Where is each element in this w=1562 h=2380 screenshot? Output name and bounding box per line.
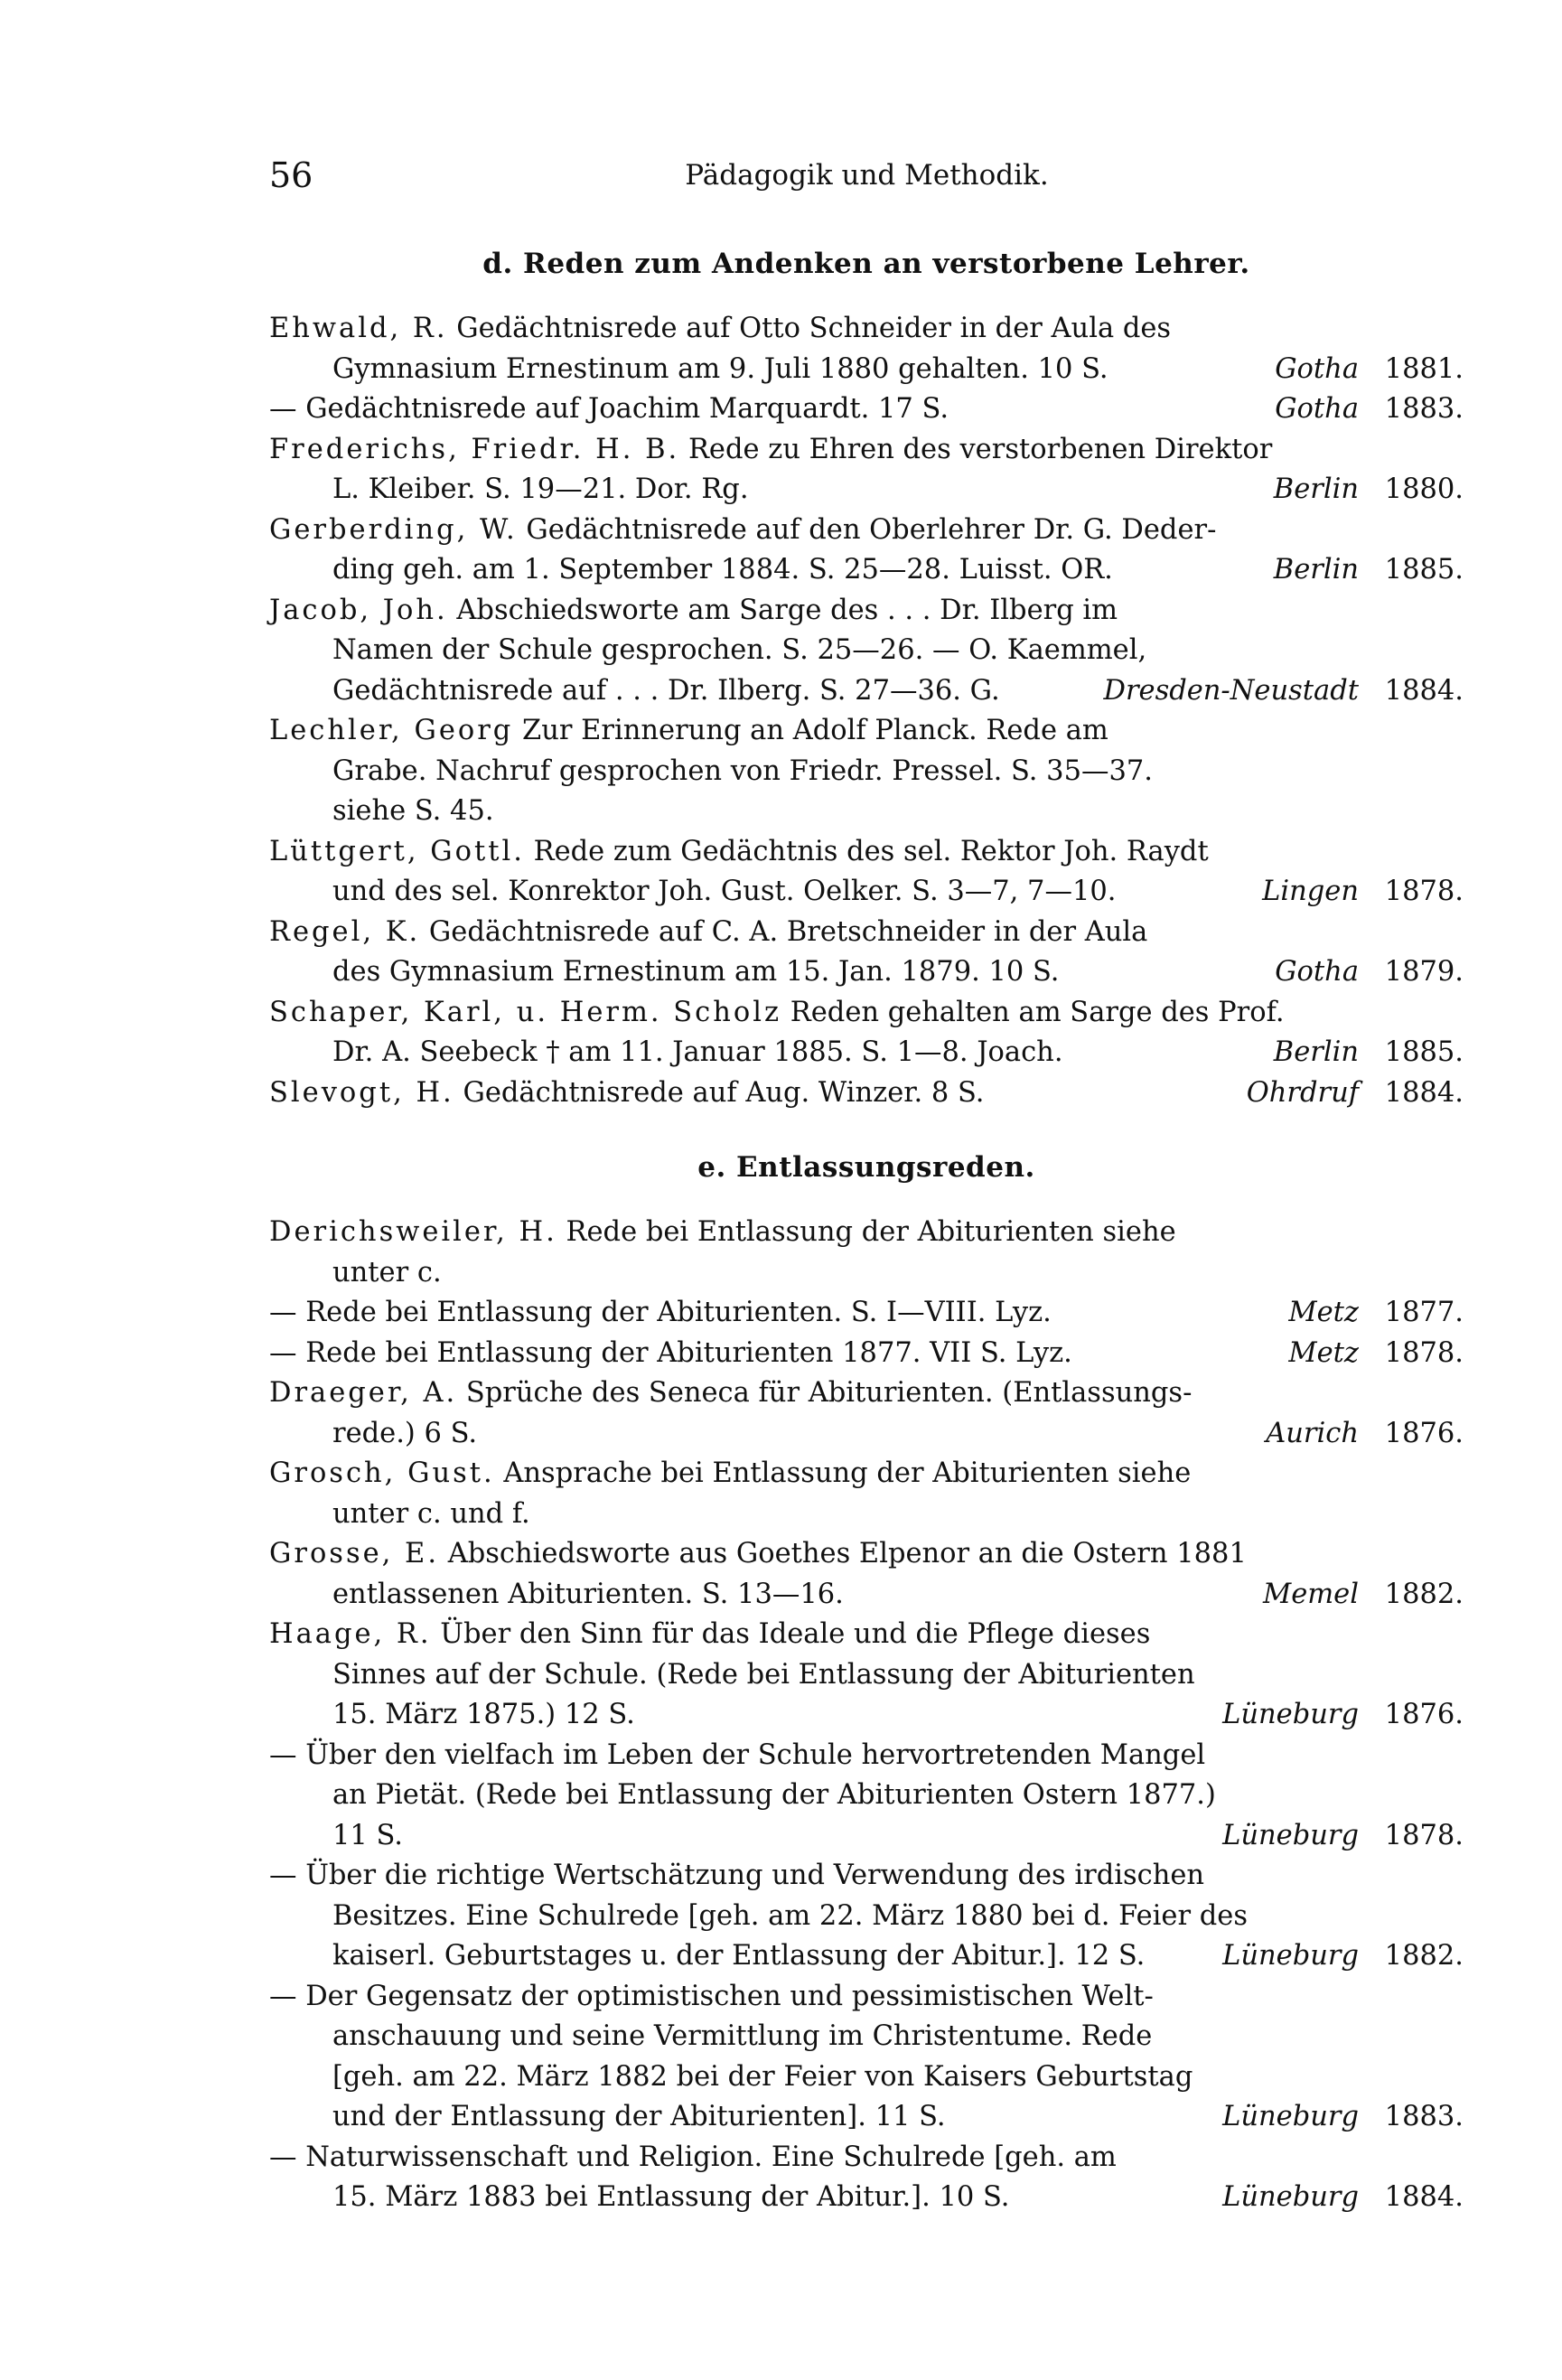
bibliography-entry: [269, 1073, 1464, 1114]
bibliography-entry: [269, 1977, 1464, 2138]
entry-line: [269, 872, 1464, 913]
entry-line: [269, 389, 1464, 430]
entry-author: Jacob, Joh.: [269, 594, 448, 626]
entry-line: [269, 752, 1464, 792]
entry-line: [269, 2178, 1464, 2218]
entry-text: rede.) 6 S.: [332, 1417, 478, 1449]
entry-line: [269, 511, 1464, 551]
entry-text: [geh. am 22. März 1882 bei der Feier von Kaisers Geburtstag: [332, 2060, 1193, 2093]
entry-line: [269, 1575, 1464, 1616]
entry-place: Dresden-Neustadt: [1103, 674, 1359, 707]
entry-place: Lüneburg: [1222, 1940, 1359, 1972]
entry-line: [269, 1936, 1464, 1977]
entry-year: 1877.: [1384, 1297, 1464, 1328]
bibliography-entry: [269, 2138, 1464, 2218]
entry-year: 1883.: [1384, 393, 1464, 425]
entry-line: [269, 711, 1464, 752]
entry-line: [269, 1334, 1464, 1374]
entry-line: [269, 350, 1464, 390]
entry-year: 1878.: [1384, 1819, 1464, 1851]
entry-author: Schaper, Karl, u. Herm. Scholz: [269, 996, 782, 1028]
entry-text: ding geh. am 1. September 1884. S. 25—28. Luisst. OR.: [332, 554, 1113, 586]
entry-text: — Naturwissenschaft und Religion. Eine Schulrede [geh. am: [269, 2141, 1117, 2173]
entry-text: Besitzes. Eine Schulrede [geh. am 22. März 1880 bei d. Feier des: [332, 1899, 1248, 1932]
entry-text: — Über die richtige Wertschätzung und Verwendung des irdischen: [269, 1860, 1205, 1891]
entry-line: [269, 1977, 1464, 2018]
entry-line: [269, 1073, 1464, 1114]
entry-author: Lüttgert, Gottl.: [269, 835, 525, 867]
entry-text: Gedächtnisrede auf Otto Schneider in der Aula des: [456, 313, 1172, 344]
bibliography-entry: [269, 1454, 1464, 1534]
entry-line: [269, 591, 1464, 632]
entry-place: Metz: [1288, 1336, 1359, 1369]
entry-year: 1884.: [1384, 2181, 1464, 2213]
entry-line: [269, 2097, 1464, 2138]
entry-text: Über den Sinn für das Ideale und die Pflege dieses: [440, 1618, 1151, 1650]
running-title: Pädagogik und Methodik.: [685, 159, 1049, 192]
entry-text: 15. März 1883 bei Entlassung der Abitur.]. 10 S.: [332, 2181, 1010, 2213]
entry-text: an Pietät. (Rede bei Entlassung der Abiturienten Ostern 1877.): [332, 1779, 1216, 1811]
entry-text: entlassenen Abiturienten. S. 13—16.: [332, 1578, 844, 1610]
page-header: [269, 155, 1464, 199]
entry-year: 1885.: [1384, 1036, 1464, 1068]
entry-line: [269, 1033, 1464, 1073]
entry-text: Sinnes auf der Schule. (Rede bei Entlassung der Abiturienten: [332, 1658, 1195, 1691]
bibliography-entry: [269, 1736, 1464, 1857]
section-title: e. Entlassungsreden.: [697, 1151, 1035, 1184]
entry-text: — Rede bei Entlassung der Abiturienten 1877. VII S. Lyz.: [269, 1336, 1072, 1369]
entry-text: des Gymnasium Ernestinum am 15. Jan. 1879. 10 S.: [332, 956, 1060, 988]
entry-line: [269, 1695, 1464, 1736]
entry-line: [269, 1495, 1464, 1535]
entry-text: Gedächtnisrede auf . . . Dr. Ilberg. S. 27—36. G.: [332, 674, 1000, 707]
bibliography-entry: [269, 430, 1464, 511]
entry-text: unter c.: [332, 1256, 442, 1288]
entry-text: L. Kleiber. S. 19—21. Dor. Rg.: [332, 473, 749, 505]
entry-line: [269, 1213, 1464, 1253]
entry-line: [269, 1897, 1464, 1937]
bibliography-entry: [269, 1856, 1464, 1977]
entry-author: Ehwald, R.: [269, 313, 448, 344]
entry-text: — Der Gegensatz der optimistischen und pessimistischen Welt-: [269, 1980, 1154, 2012]
entry-text: Dr. A. Seebeck † am 11. Januar 1885. S. 1—8. Joach.: [332, 1036, 1063, 1068]
entry-place: Memel: [1262, 1578, 1359, 1610]
entry-text: Zur Erinnerung an Adolf Planck. Rede am: [522, 715, 1108, 746]
entry-line: [269, 671, 1464, 712]
bibliography-entry: [269, 913, 1464, 993]
entry-line: [269, 1373, 1464, 1414]
entry-year: 1883.: [1384, 2101, 1464, 2132]
bibliography-entry: [269, 511, 1464, 591]
entry-line: [269, 631, 1464, 671]
entry-year: 1884.: [1384, 674, 1464, 707]
entry-place: Aurich: [1266, 1417, 1359, 1449]
entry-line: [269, 2017, 1464, 2057]
entry-text: Abschiedsworte am Sarge des . . . Dr. Ilberg im: [456, 594, 1118, 626]
entry-place: Gotha: [1275, 393, 1359, 425]
bibliography-entry: [269, 711, 1464, 832]
entry-place: Lüneburg: [1222, 2181, 1359, 2213]
entry-text: 15. März 1875.) 12 S.: [332, 1699, 635, 1730]
entry-text: Sprüche des Seneca für Abiturienten. (Entlassungs-: [465, 1377, 1193, 1409]
entry-text: Abschiedsworte aus Goethes Elpenor an die Ostern 1881: [447, 1538, 1247, 1569]
entry-line: [269, 1816, 1464, 1857]
entry-place: Berlin: [1273, 554, 1359, 586]
bibliography-entry: [269, 1213, 1464, 1293]
entry-text: Rede zu Ehren des verstorbenen Direktor: [687, 433, 1273, 465]
entry-line: [269, 1414, 1464, 1455]
bibliography-entry: [269, 1373, 1464, 1454]
entry-place: Lüneburg: [1222, 1819, 1359, 1851]
entry-line: [269, 1856, 1464, 1897]
bibliography-entry: [269, 832, 1464, 913]
entry-text: siehe S. 45.: [332, 795, 494, 827]
entry-line: [269, 792, 1464, 832]
page-number: 56: [269, 155, 313, 195]
bibliography-entry: [269, 309, 1464, 389]
entry-year: 1881.: [1384, 352, 1464, 385]
entry-place: Metz: [1288, 1297, 1359, 1328]
entry-text: Reden gehalten am Sarge des Prof.: [790, 996, 1285, 1028]
entry-place: Lüneburg: [1222, 1699, 1359, 1730]
entry-place: Berlin: [1273, 1036, 1359, 1068]
entry-author: Gerberding, W.: [269, 513, 518, 546]
entry-text: Gedächtnisrede auf den Oberlehrer Dr. G. Deder-: [526, 513, 1217, 546]
entry-place: Gotha: [1275, 956, 1359, 988]
entry-author: Slevogt, H.: [269, 1076, 454, 1109]
entry-author: Regel, K.: [269, 915, 421, 948]
bibliography-entry: [269, 993, 1464, 1073]
entry-line: [269, 550, 1464, 591]
entry-text: Gymnasium Ernestinum am 9. Juli 1880 gehalten. 10 S.: [332, 352, 1108, 385]
entry-year: 1878.: [1384, 876, 1464, 907]
entry-text: — Über den vielfach im Leben der Schule hervortretenden Mangel: [269, 1738, 1206, 1771]
entry-place: Berlin: [1273, 473, 1359, 505]
entry-text: Namen der Schule gesprochen. S. 25—26. — O. Kaemmel,: [332, 634, 1147, 666]
entry-text: Rede zum Gedächtnis des sel. Rektor Joh. Raydt: [533, 835, 1209, 867]
entry-line: [269, 1776, 1464, 1816]
entry-text: und der Entlassung der Abiturienten]. 11 S.: [332, 2101, 946, 2132]
bibliography-entry: [269, 591, 1464, 712]
entry-text: Gedächtnisrede auf C. A. Bretschneider in der Aula: [428, 915, 1148, 948]
entry-place: Ohrdruf: [1246, 1076, 1359, 1109]
entry-text: kaiserl. Geburtstages u. der Entlassung der Abitur.]. 12 S.: [332, 1940, 1146, 1972]
entry-year: 1876.: [1384, 1699, 1464, 1730]
entry-line: [269, 1253, 1464, 1294]
entry-line: [269, 430, 1464, 471]
entry-line: [269, 993, 1464, 1034]
entry-text: unter c. und f.: [332, 1497, 530, 1530]
entry-line: [269, 1655, 1464, 1696]
entry-text: anschauung und seine Vermittlung im Christentume. Rede: [332, 2020, 1153, 2052]
entry-year: 1878.: [1384, 1336, 1464, 1369]
entry-year: 1879.: [1384, 956, 1464, 988]
entry-line: [269, 952, 1464, 993]
bibliography-entry: [269, 1534, 1464, 1615]
entry-line: [269, 1293, 1464, 1334]
entry-year: 1880.: [1384, 473, 1464, 505]
entry-line: [269, 1534, 1464, 1575]
entry-line: [269, 832, 1464, 873]
entry-text: Gedächtnisrede auf Aug. Winzer. 8 S.: [463, 1076, 985, 1109]
entry-author: Frederichs, Friedr. H. B.: [269, 433, 680, 465]
entry-author: Derichsweiler, H.: [269, 1216, 557, 1248]
entry-line: [269, 1454, 1464, 1495]
entry-author: Draeger, A.: [269, 1377, 458, 1409]
entry-line: [269, 2138, 1464, 2179]
entry-text: 11 S.: [332, 1819, 404, 1851]
entry-line: [269, 913, 1464, 953]
entry-year: 1885.: [1384, 554, 1464, 586]
entry-year: 1876.: [1384, 1417, 1464, 1449]
entry-author: Grosse, E.: [269, 1538, 440, 1569]
bibliography-entry: [269, 389, 1464, 430]
entry-author: Haage, R.: [269, 1618, 432, 1650]
entry-author: Lechler, Georg: [269, 715, 514, 746]
entry-line: [269, 470, 1464, 511]
entry-year: 1882.: [1384, 1940, 1464, 1972]
entry-line: [269, 1615, 1464, 1655]
entry-place: Lingen: [1262, 876, 1359, 907]
section-e: [269, 1148, 1464, 2218]
entry-text: und des sel. Konrektor Joh. Gust. Oelker. S. 3—7, 7—10.: [332, 876, 1117, 907]
entry-place: Lüneburg: [1222, 2101, 1359, 2132]
entry-text: Rede bei Entlassung der Abiturienten siehe: [566, 1216, 1176, 1248]
entry-text: — Gedächtnisrede auf Joachim Marquardt. 17 S.: [269, 393, 949, 425]
bibliography-entry: [269, 1334, 1464, 1374]
entry-line: [269, 309, 1464, 350]
entry-year: 1884.: [1384, 1076, 1464, 1109]
bibliography-entry: [269, 1615, 1464, 1736]
entry-text: Grabe. Nachruf gesprochen von Friedr. Pressel. S. 35—37.: [332, 754, 1153, 787]
entry-text: — Rede bei Entlassung der Abiturienten. S. I—VIII. Lyz.: [269, 1297, 1052, 1328]
entry-place: Gotha: [1275, 352, 1359, 385]
section-title: d. Reden zum Andenken an verstorbene Lehrer.: [482, 248, 1250, 280]
section-d: [269, 244, 1464, 1113]
bibliography-entry: [269, 1293, 1464, 1334]
entry-line: [269, 2057, 1464, 2098]
entry-text: Ansprache bei Entlassung der Abiturienten siehe: [503, 1457, 1192, 1489]
entry-line: [269, 1736, 1464, 1776]
entry-author: Grosch, Gust.: [269, 1457, 495, 1489]
entry-year: 1882.: [1384, 1578, 1464, 1610]
